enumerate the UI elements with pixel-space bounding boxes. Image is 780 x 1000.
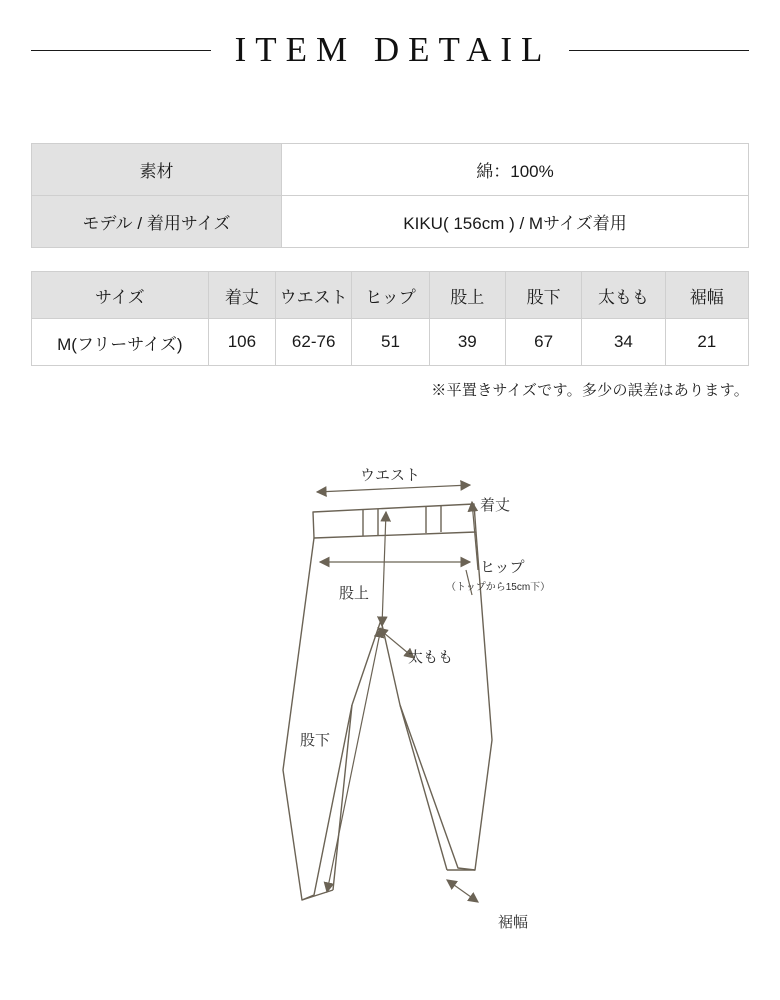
table-row <box>32 144 749 196</box>
size-header-hip: ヒップ <box>352 272 429 319</box>
size-header-hem: 裾幅 <box>665 272 748 319</box>
size-cell-hem: 21 <box>665 319 748 366</box>
pants-outline <box>283 504 492 900</box>
size-header-thigh: 太もも <box>582 272 665 319</box>
size-cell-hip: 51 <box>352 319 429 366</box>
table-header-row <box>32 272 749 319</box>
size-cell-length: 106 <box>208 319 275 366</box>
size-header-inseam: 股下 <box>505 272 581 319</box>
page-title-text: ITEM DETAIL <box>234 30 552 69</box>
material-label: 素材 <box>32 144 282 196</box>
size-table <box>31 271 749 366</box>
waist-measure <box>317 467 470 492</box>
size-header-size: サイズ <box>32 272 209 319</box>
table-row <box>32 196 749 248</box>
label-hip-sub: （トップから15cm下） <box>446 582 551 593</box>
thigh-measure <box>378 628 453 666</box>
size-cell-rise: 39 <box>429 319 505 366</box>
label-hem: 裾幅 <box>498 914 529 931</box>
size-cell-inseam: 67 <box>505 319 581 366</box>
title-rule-left <box>31 50 211 51</box>
page-title <box>0 0 780 70</box>
measurement-diagram <box>0 440 780 1000</box>
model-label: モデル / 着用サイズ <box>32 196 282 248</box>
hem-measure <box>447 880 528 931</box>
label-length: 着丈 <box>480 497 511 514</box>
label-waist: ウエスト <box>360 467 421 484</box>
label-thigh: 太もも <box>408 649 454 666</box>
material-table <box>31 143 749 248</box>
label-hip: ヒップ <box>480 559 525 576</box>
label-inseam: 股下 <box>300 732 331 749</box>
material-value: 綿：100% <box>282 144 749 196</box>
model-value: KIKU( 156cm ) / Mサイズ着用 <box>282 196 749 248</box>
title-rule-right <box>569 50 749 51</box>
size-cell-size: M(フリーサイズ) <box>32 319 209 366</box>
size-header-length: 着丈 <box>208 272 275 319</box>
table-row <box>32 319 749 366</box>
size-cell-thigh: 34 <box>582 319 665 366</box>
size-note: ※平置きサイズです。多少の誤差はあります。 <box>431 382 749 399</box>
label-rise: 股上 <box>339 585 370 602</box>
size-header-waist: ウエスト <box>276 272 352 319</box>
size-cell-waist: 62-76 <box>276 319 352 366</box>
size-header-rise: 股上 <box>429 272 505 319</box>
